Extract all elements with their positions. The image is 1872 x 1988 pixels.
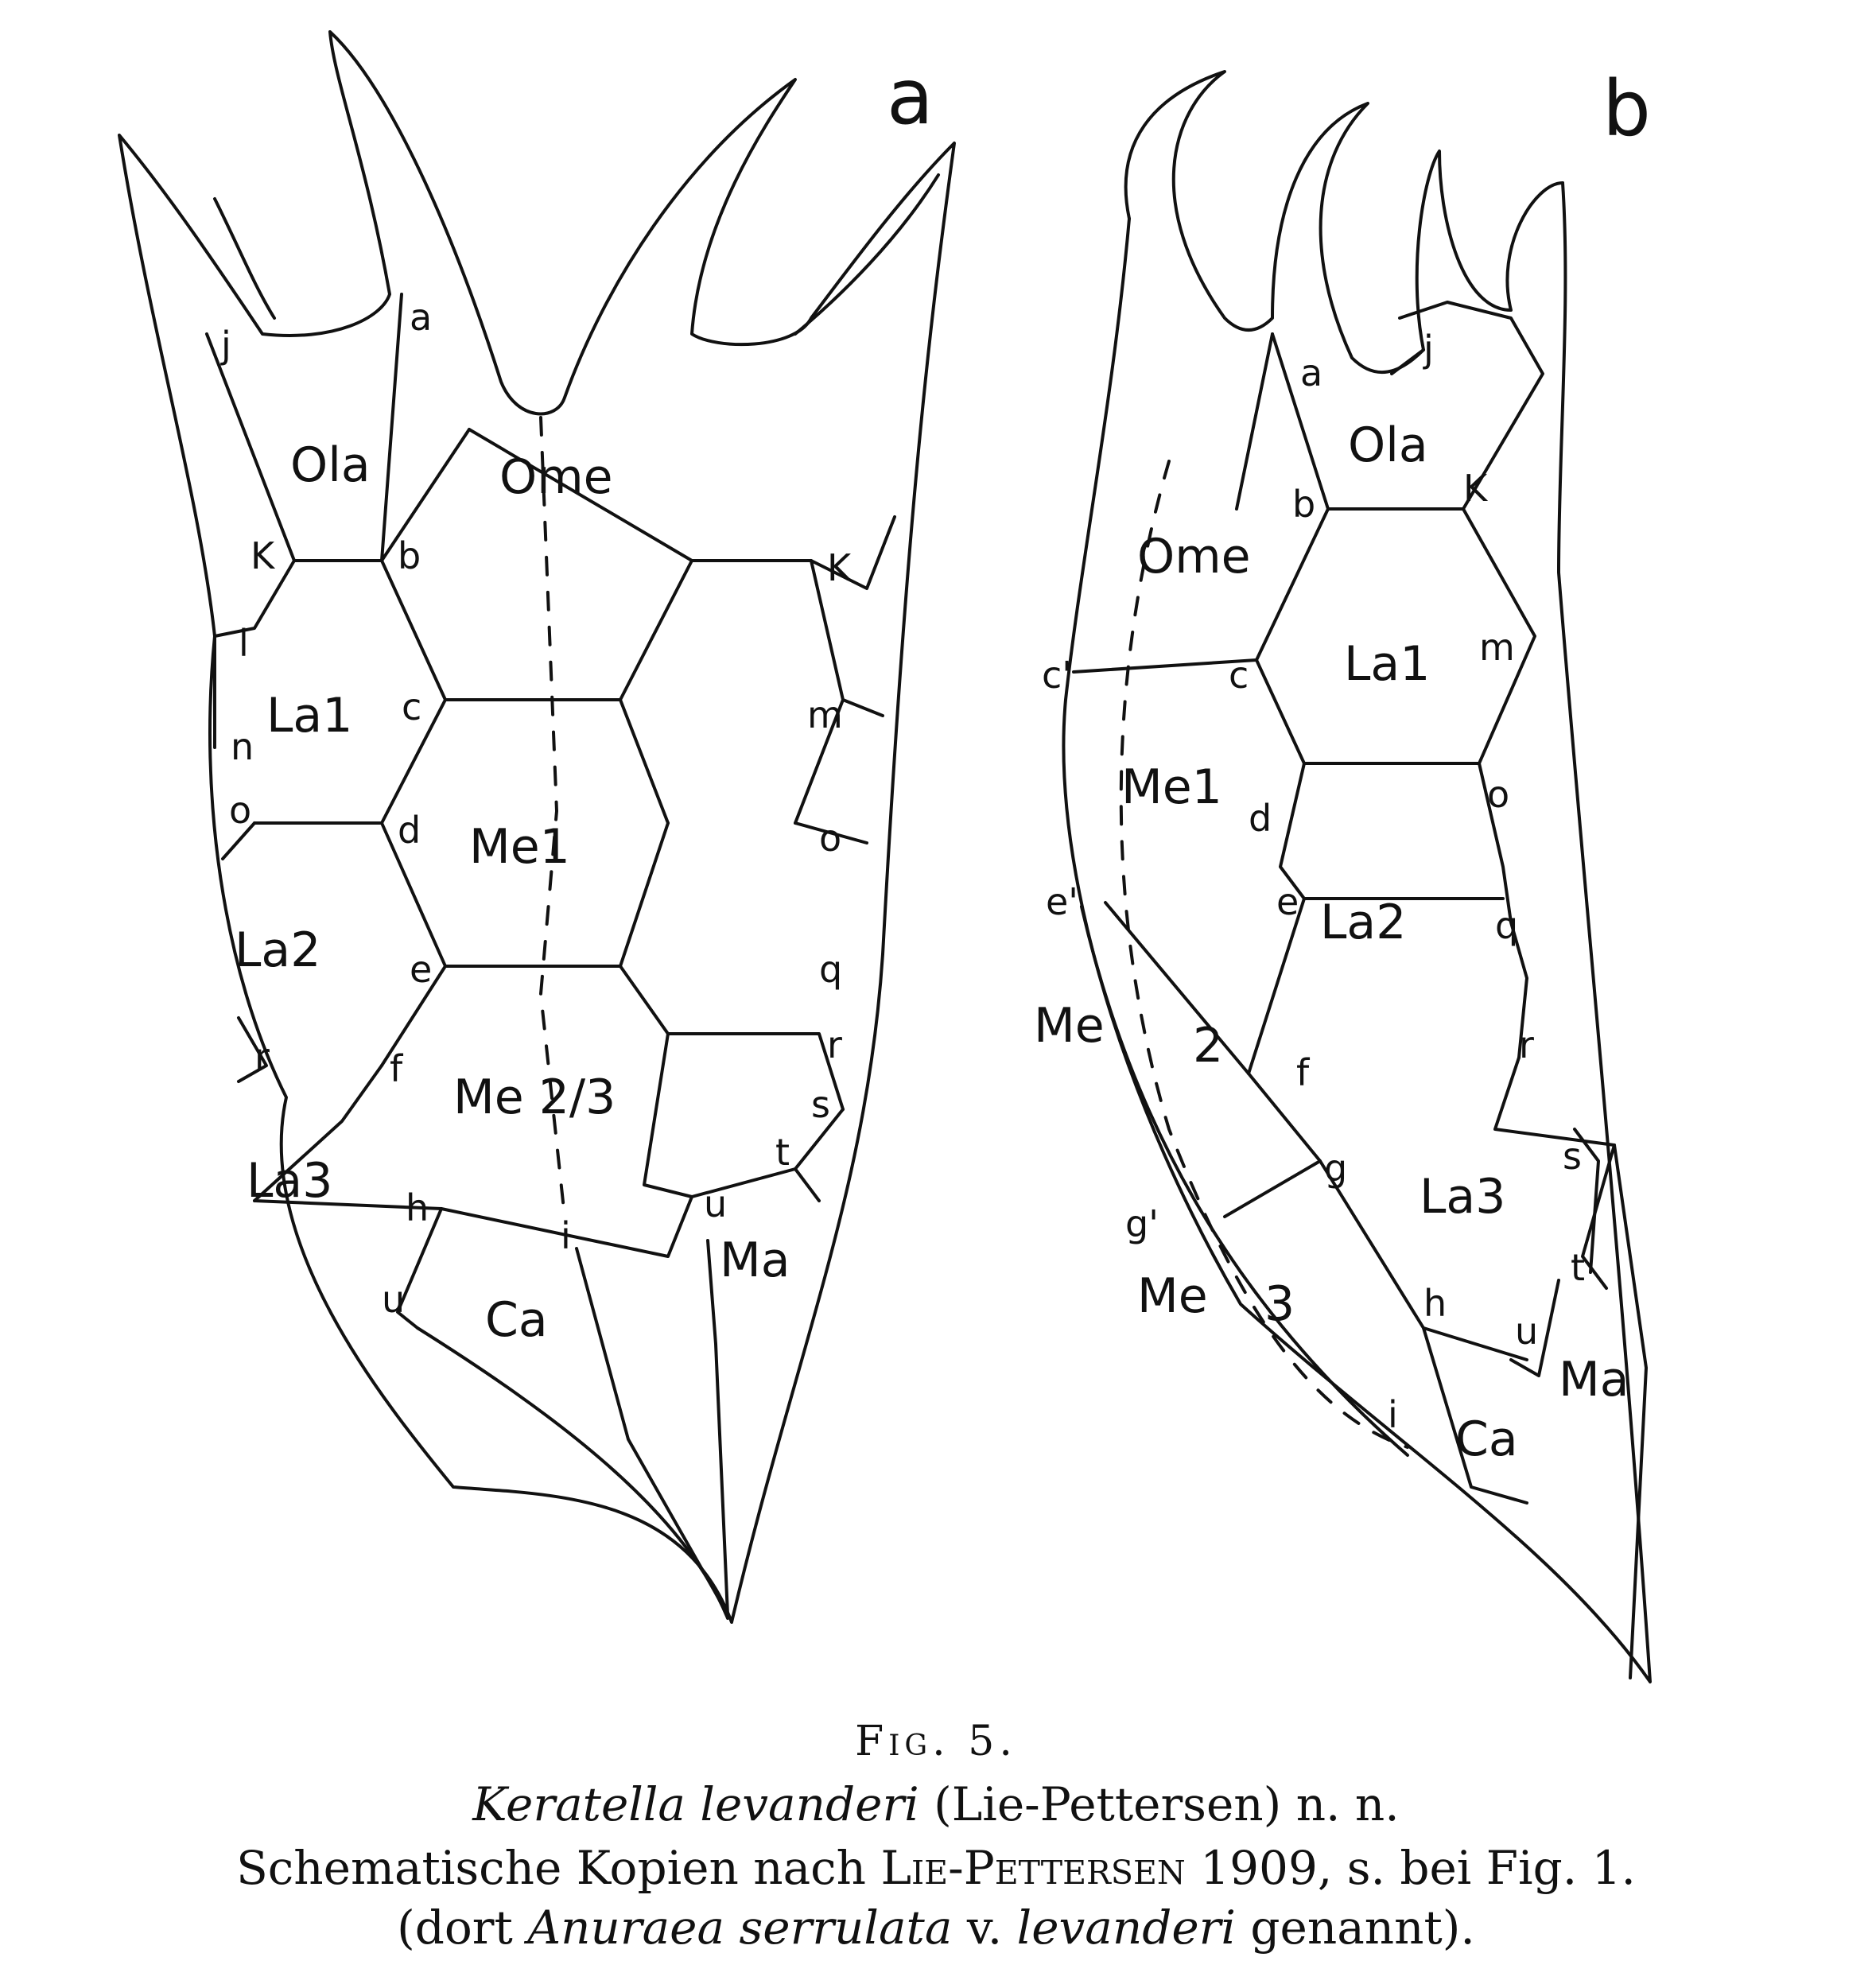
- species-authority: (Lie-Pettersen) n. n.: [919, 1777, 1400, 1831]
- label-a-point-o-left: o: [229, 789, 252, 832]
- figure-source-line: [0, 1841, 1872, 1895]
- label-a-plate-ola: Ola: [290, 437, 371, 493]
- label-a-point-t: t: [775, 1131, 790, 1174]
- label-a-point-i: i: [561, 1214, 571, 1257]
- label-b-point-u: u: [1515, 1310, 1539, 1353]
- source-text-start: Schematische Kopien nach: [236, 1841, 881, 1895]
- label-a-point-l: l: [239, 622, 249, 665]
- label-a-point-f: f: [390, 1047, 403, 1090]
- label-a-point-b: b: [398, 534, 421, 577]
- label-b-plate-me3: Me: [1137, 1268, 1208, 1324]
- label-b-point-f: f: [1296, 1051, 1310, 1094]
- label-b-plate-me2: Me: [1034, 998, 1105, 1054]
- label-b-point-o: o: [1487, 773, 1510, 816]
- label-b-plate-la1: La1: [1344, 636, 1431, 692]
- label-a-point-k-left: K: [251, 534, 275, 577]
- label-a-plate-ca: Ca: [485, 1292, 548, 1348]
- label-b-point-t: t: [1571, 1246, 1586, 1289]
- label-a-plate-ma: Ma: [720, 1233, 790, 1288]
- label-a-point-d: d: [398, 809, 421, 852]
- label-b-plate-la2: La2: [1320, 895, 1407, 950]
- label-a-point-c: c: [402, 685, 422, 728]
- label-b-point-b: b: [1292, 483, 1316, 526]
- synonym-genus: Anuraea serrulata: [527, 1901, 953, 1955]
- source-author: Lie-Pettersen: [880, 1841, 1186, 1895]
- panel-b-outline: [1063, 72, 1650, 1682]
- label-b-point-d: d: [1249, 797, 1272, 840]
- label-b-point-a: a: [1300, 351, 1323, 394]
- label-a-point-u-mid: u: [704, 1182, 728, 1225]
- label-a-plate-la3: La3: [247, 1153, 333, 1209]
- label-a-plate-la1: La1: [266, 688, 353, 744]
- label-a-point-q: q: [819, 948, 843, 991]
- figure-species-line: [0, 1777, 1872, 1831]
- label-a-point-o-right: o: [819, 817, 842, 860]
- label-b-point-s: s: [1563, 1135, 1582, 1178]
- label-a-point-n: n: [231, 725, 254, 768]
- panel-b-letter: b: [1602, 64, 1651, 153]
- label-b-point-j: j: [1423, 328, 1434, 371]
- label-a-point-h: h: [406, 1186, 429, 1229]
- synonym-start: (dort: [397, 1901, 528, 1955]
- label-a-plate-la2: La2: [235, 922, 321, 978]
- label-a-point-k-right: K: [827, 546, 852, 589]
- label-b-plate-me3-number: 3: [1264, 1276, 1295, 1332]
- label-b-plate-ome: Ome: [1137, 529, 1251, 584]
- label-b-point-e-prime: e': [1046, 880, 1078, 923]
- label-b-point-i: i: [1388, 1393, 1398, 1436]
- figure-number: [0, 1718, 1872, 1765]
- panel-a-letter: a: [887, 52, 934, 142]
- label-a-point-u-left: u: [382, 1278, 406, 1321]
- label-b-point-r: r: [1519, 1023, 1534, 1066]
- label-a-plate-me23: Me 2/3: [453, 1070, 616, 1125]
- label-a-point-a: a: [410, 296, 433, 339]
- label-a-point-j: j: [221, 324, 231, 367]
- label-b-plate-me1: Me1: [1121, 759, 1222, 815]
- synonym-mid: v.: [952, 1901, 1017, 1955]
- label-b-point-g-prime: g': [1125, 1202, 1159, 1245]
- source-text-end: 1909, s. bei Fig. 1.: [1185, 1841, 1636, 1895]
- figure-synonym-line: [0, 1901, 1872, 1955]
- label-a-plate-ome: Ome: [499, 449, 613, 505]
- synonym-variety: levanderi: [1016, 1901, 1236, 1955]
- figure-number-text: Fig. 5.: [855, 1718, 1017, 1765]
- label-a-plate-me1: Me1: [469, 819, 570, 875]
- label-a-point-m: m: [807, 693, 843, 736]
- label-a-point-e: e: [410, 948, 433, 991]
- label-a-point-r-left: r: [254, 1035, 270, 1078]
- synonym-end: genannt).: [1235, 1901, 1475, 1955]
- label-b-plate-ola: Ola: [1348, 417, 1428, 473]
- label-b-plate-ca: Ca: [1455, 1411, 1518, 1467]
- label-b-point-m: m: [1479, 626, 1515, 669]
- label-b-point-c-prime: c': [1042, 654, 1072, 697]
- label-b-plate-ma: Ma: [1559, 1352, 1629, 1408]
- label-b-point-c: c: [1229, 654, 1249, 697]
- label-b-point-h: h: [1423, 1282, 1447, 1325]
- label-a-point-r-right: r: [827, 1023, 842, 1066]
- label-b-point-e: e: [1276, 880, 1299, 923]
- label-a-point-s: s: [811, 1083, 830, 1126]
- label-b-plate-me2-number: 2: [1193, 1018, 1224, 1074]
- label-b-point-k: K: [1463, 467, 1488, 510]
- label-b-point-g: g: [1324, 1147, 1348, 1190]
- label-b-point-q: q: [1495, 904, 1519, 947]
- species-name: Keratella levanderi: [472, 1777, 919, 1831]
- label-b-plate-la3: La3: [1420, 1169, 1506, 1225]
